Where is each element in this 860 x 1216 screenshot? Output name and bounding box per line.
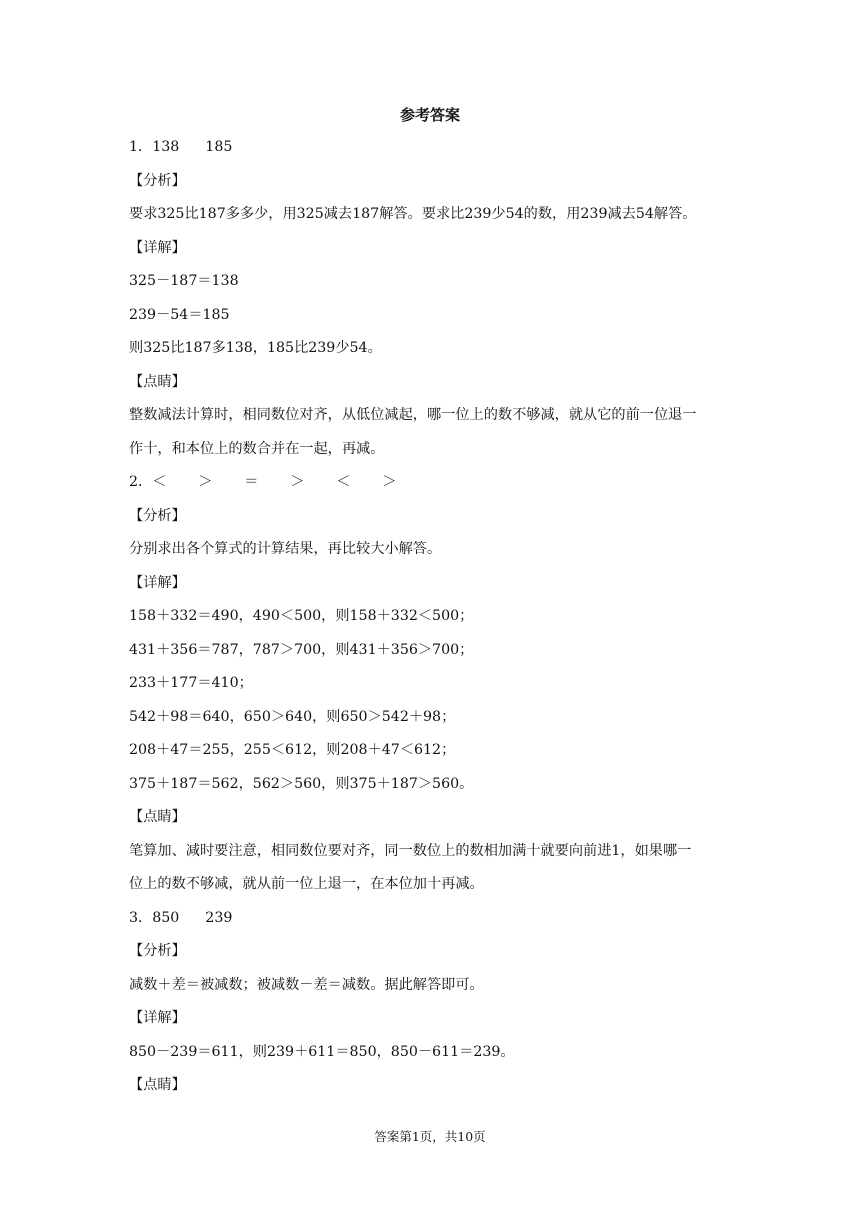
q1-comment-line: 作十，和本位上的数合并在一起，再减。 xyxy=(129,440,385,457)
q3-number-answer: 3．850 xyxy=(129,909,180,926)
q1-detail-line: 则325比187多138，185比239少54。 xyxy=(129,340,382,356)
q3-detail-heading: 【详解】 xyxy=(129,1010,186,1026)
q3-answer-2: 239 xyxy=(205,909,233,926)
page-title: 参考答案 xyxy=(399,106,460,124)
q2-detail-line: 375＋187＝562，562＞560，则375＋187＞560。 xyxy=(129,775,474,792)
q2-analysis-text: 分别求出各个算式的计算结果，再比较大小解答。 xyxy=(129,541,442,557)
q1-comment-line: 整数减法计算时，相同数位对齐，从低位减起，哪一位上的数不够减，就从它的前一位退一 xyxy=(129,407,697,423)
q2-detail-line: 542＋98＝640，650＞640，则650＞542＋98； xyxy=(129,708,456,725)
q2-detail-line: 233＋177＝410； xyxy=(129,675,253,691)
q3-comment-heading: 【点睛】 xyxy=(129,1077,186,1093)
answer-content xyxy=(129,131,741,1103)
q2-comment-heading: 【点睛】 xyxy=(129,809,186,825)
q3-detail-line: 850－239＝611，则239＋611＝850，850－611＝239。 xyxy=(129,1043,515,1060)
q2-answer-line xyxy=(129,466,741,500)
q2-comment-line: 笔算加、减时要注意，相同数位要对齐，同一数位上的数相加满十就要向前进1，如果哪一 xyxy=(129,842,692,859)
q1-analysis-heading: 【分析】 xyxy=(129,172,186,189)
q1-number-answer: 1．138 xyxy=(129,139,180,155)
q1-answer-line xyxy=(129,131,741,165)
q1-detail-line: 239－54＝185 xyxy=(129,306,230,323)
q2-symbol: ＞ xyxy=(382,474,397,490)
q2-symbol: ＞ xyxy=(198,474,213,490)
q2-symbol: ＜ xyxy=(152,474,167,490)
q1-comment-heading: 【点睛】 xyxy=(129,373,186,390)
q3-analysis-text: 减数＋差＝被减数；被减数－差＝减数。据此解答即可。 xyxy=(129,976,484,993)
q3-analysis-heading: 【分析】 xyxy=(129,943,186,959)
q1-detail-line: 325－187＝138 xyxy=(129,273,239,289)
q2-detail-line: 208＋47＝255，255＜612，则208＋47＜612； xyxy=(129,742,456,758)
q1-detail-heading: 【详解】 xyxy=(129,239,186,256)
q2-comment-line: 位上的数不够减，就从前一位上退一，在本位加十再减。 xyxy=(129,876,484,892)
q2-detail-line: 431＋356＝787，787＞700，则431＋356＞700； xyxy=(129,641,474,658)
q2-symbol: ＜ xyxy=(336,474,351,490)
q2-symbol: ＞ xyxy=(290,474,305,490)
q3-answer-line xyxy=(129,902,741,936)
q2-detail-line: 158＋332＝490，490＜500，则158＋332＜500； xyxy=(129,608,474,624)
q2-symbol: ＝ xyxy=(244,474,259,490)
q1-answer-2: 185 xyxy=(205,139,233,155)
page-footer: 答案第1页，共10页 xyxy=(374,1129,486,1144)
q2-detail-heading: 【详解】 xyxy=(129,574,186,591)
q2-analysis-heading: 【分析】 xyxy=(129,507,186,524)
q1-analysis-text: 要求325比187多多少，用325减去187解答。要求比239少54的数，用239减去54解答。 xyxy=(129,206,697,222)
q2-number: 2． xyxy=(129,474,153,490)
